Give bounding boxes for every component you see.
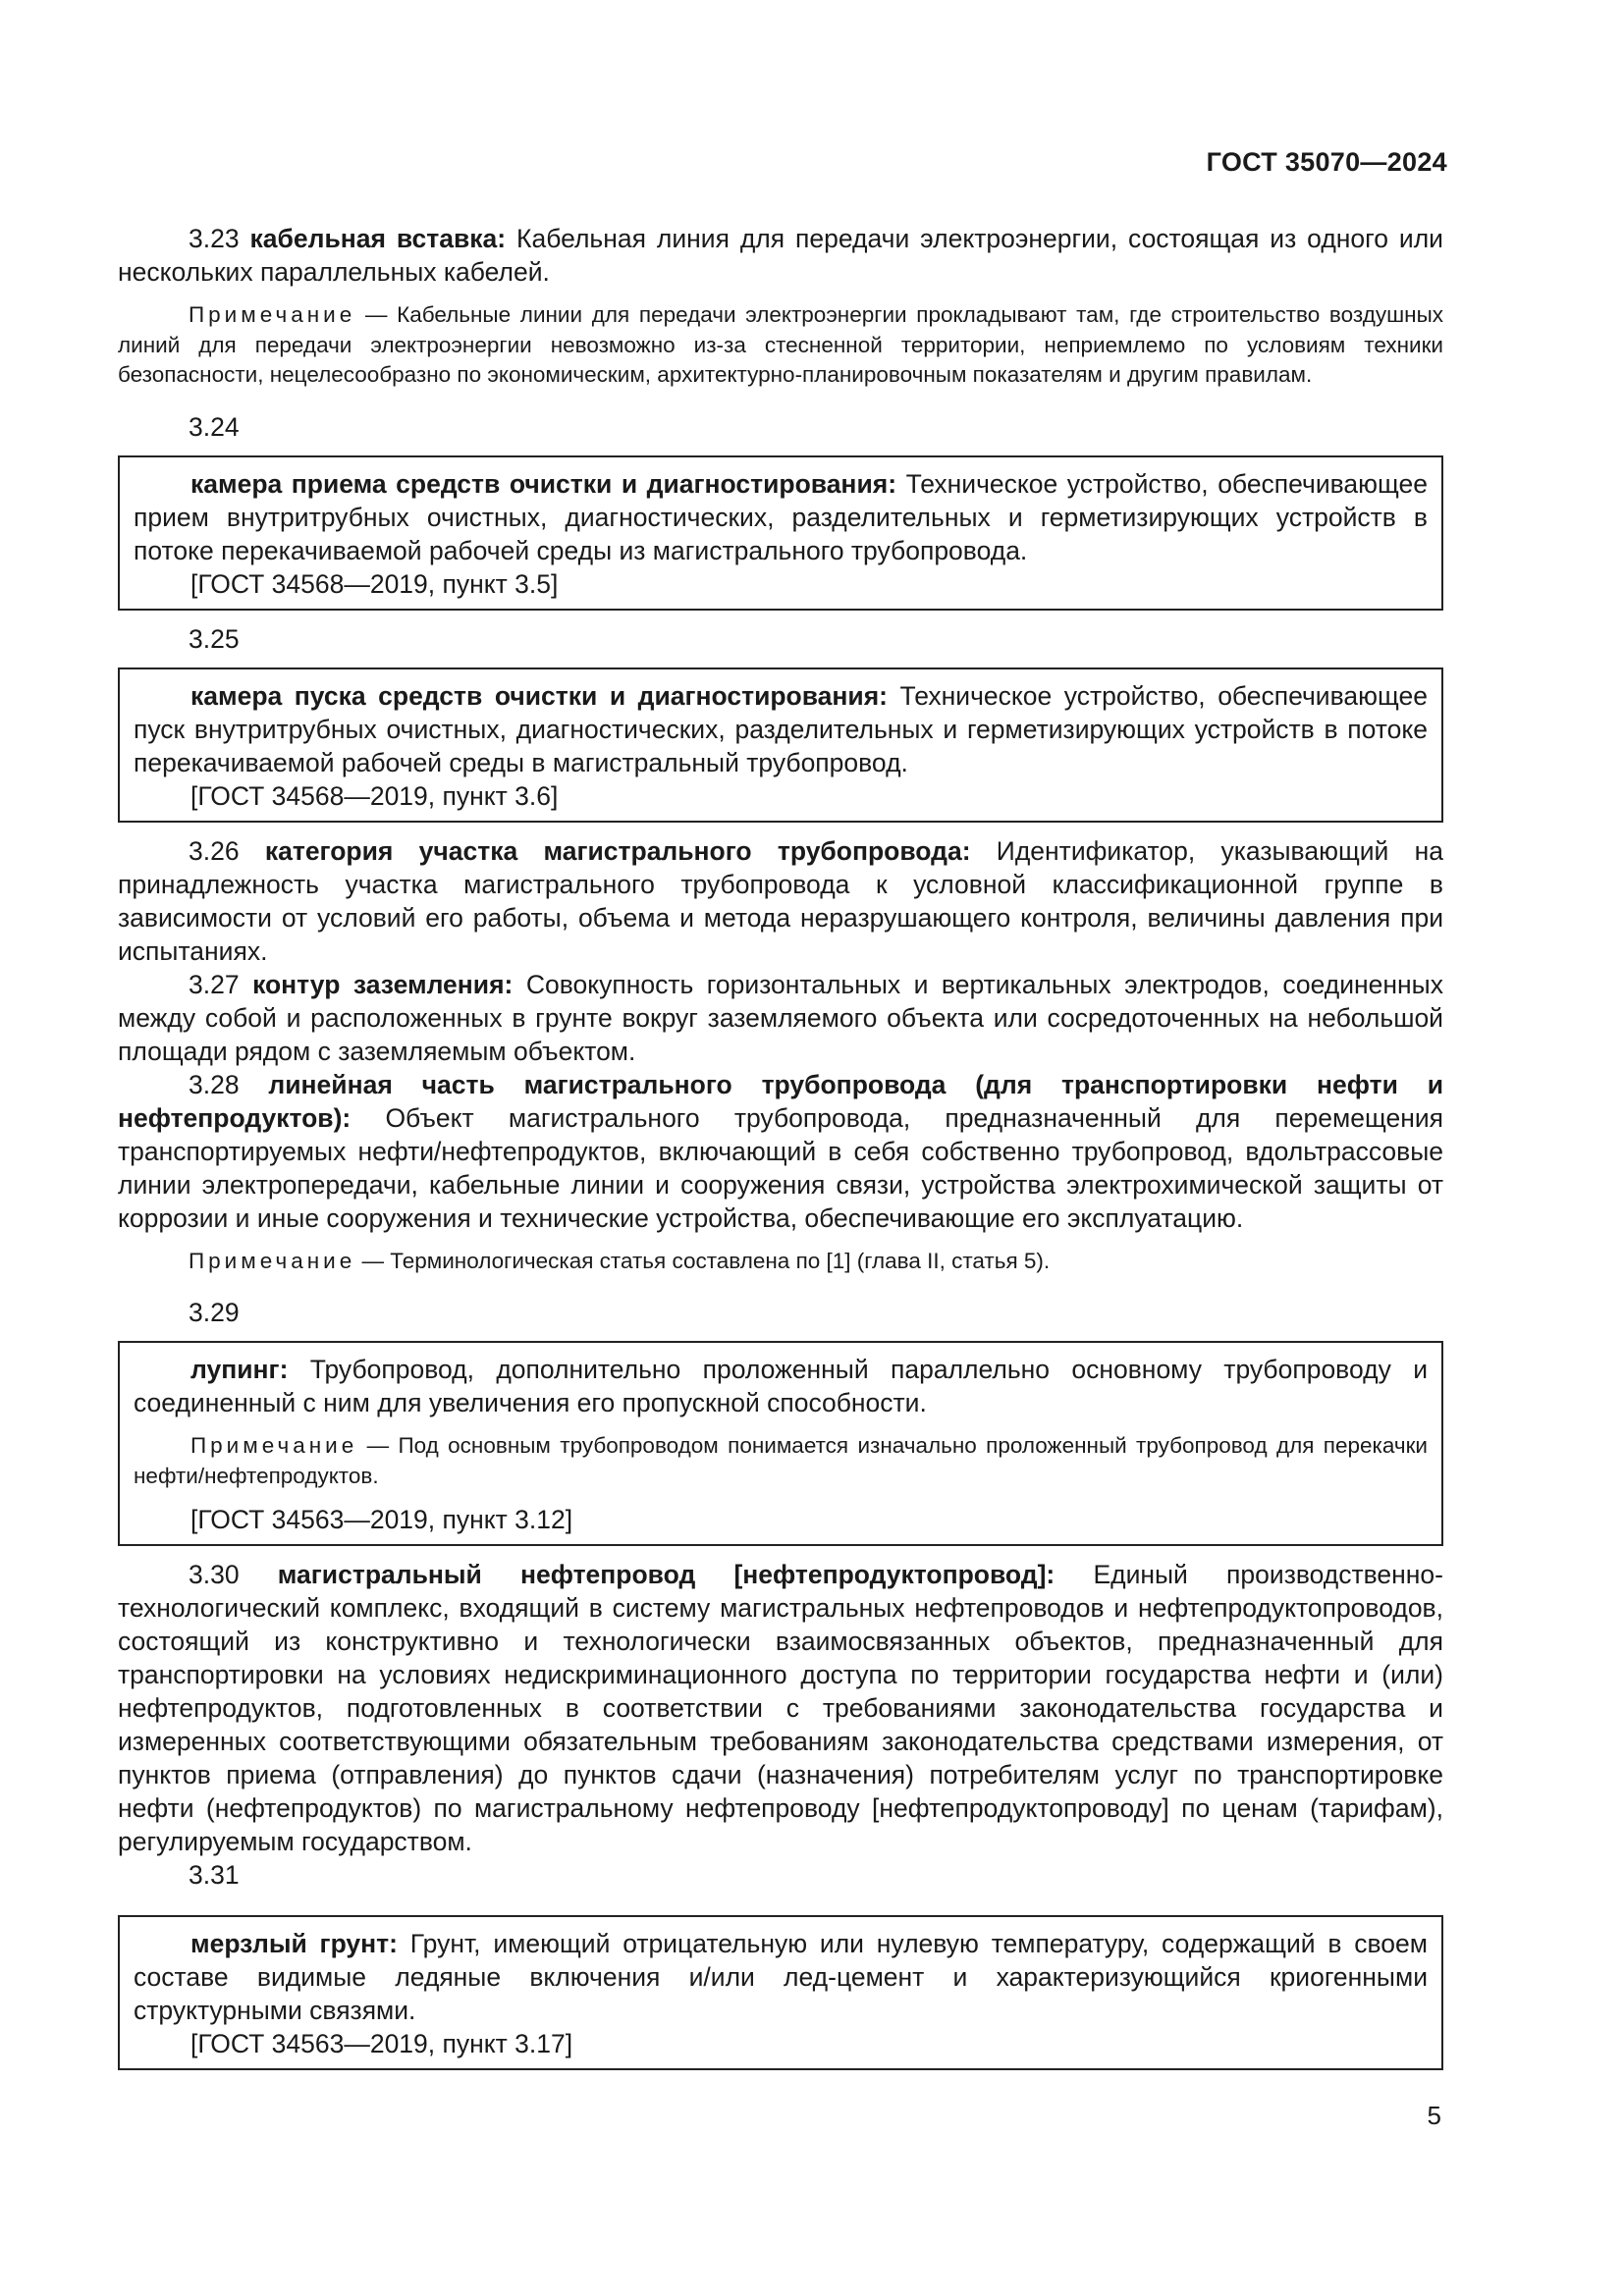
entry-number: 3.23 [189,224,240,253]
entry-number-3-31: 3.31 [189,1860,240,1890]
note-label: Примечание [189,302,356,327]
document-code: ГОСТ 35070—2024 [1206,147,1447,177]
note-label: Примечание [190,1433,358,1458]
terms-section [118,222,1443,2070]
term-name: линейная часть магистрального трубопровода (для транспортировки нефти и нефтепродуктов): [118,1069,1443,1133]
term-box-3-31 [118,1915,1443,2070]
term-definition: Грунт, имеющий отрицательную или нулевую температуру, содержащий в своем составе видимые ледяные включения и/или лед-цемент и характеризующийся криогенными структурными связями. [134,1929,1428,2025]
term-name: кабельная вставка: [249,224,507,253]
term-box-3-24 [118,455,1443,611]
term-box-3-29 [118,1341,1443,1546]
term-entry-3-28 [118,1068,1443,1235]
term-definition: Объект магистрального трубопровода, предназначенный для перемещения транспортируемых нефти/нефтепродуктов, включающий в себя собственно трубопровод, вдольтрассовые линии электропередачи, кабельные линии и сооружения связи, устройства электрохимической защиты от коррозии и иные сооружения и технические устройства, обеспечивающие его эксплуатацию. [118,1102,1443,1233]
term-name: контур заземления: [252,969,514,999]
term-entry-3-29 [134,1353,1428,1419]
term-entry-3-31 [134,1927,1428,2027]
entry-number-3-25: 3.25 [189,623,240,654]
term-definition: Кабельная линия для передачи электроэнергии, состоящая из одного или нескольких параллельных кабелей. [118,224,1443,287]
term-entry-3-23 [118,222,1443,289]
term-definition: Техническое устройство, обеспечивающее прием внутритрубных очистных, диагностических, разделительных и герметизирующих устройств в потоке перекачиваемой рабочей среды из магистрального трубопровода. [134,468,1428,565]
note-label: Примечание [189,1248,356,1273]
term-definition: Единый производственно-технологический комплекс, входящий в систему магистральных нефтепроводов и нефтепродуктопроводов, состоящий из конструктивно и технологически взаимосвязанных объектов, предназначенный для транспортировки на условиях недискриминационного доступа по территории государства нефти и (или) нефтепродуктов, подготовленных в соответствии с требованиями законодательства государства и измеренных соответствующими обязательным требованиям законодательства средствами измерения, от пунктов приема (отправления) до пунктов сдачи (назначения) потребителям услуг по транспортировке нефти (нефтепродуктов) по магистральному нефтепроводу [нефтепродуктопроводу] по ценам (тарифам), регулируемым государством. [118,1560,1443,1856]
term-source: [ГОСТ 34563—2019, пункт 3.17] [190,2029,573,2058]
entry-number-3-24: 3.24 [189,411,240,442]
page-number: 5 [1427,2101,1441,2130]
note-3-29 [134,1431,1428,1491]
term-name: камера пуска средств очистки и диагностирования: [190,680,889,711]
entry-number-3-29: 3.29 [189,1298,240,1327]
term-entry-3-25 [134,679,1428,779]
note-text: — Под основным трубопроводом понимается изначально проложенный трубопровод для перекачки нефти/нефтепродуктов. [134,1433,1428,1488]
term-box-3-25 [118,667,1443,823]
term-definition: Совокупность горизонтальных и вертикальных электродов, соединенных между собой и расположенных в грунте вокруг заземляемого объекта или сосредоточенных на небольшой площади рядом с заземляемым объектом. [118,969,1443,1066]
term-source: [ГОСТ 34568—2019, пункт 3.6] [190,780,559,811]
term-entry-3-27 [118,968,1443,1068]
term-source: [ГОСТ 34568—2019, пункт 3.5] [190,568,559,599]
term-name: категория участка магистрального трубопровода: [264,835,971,866]
term-definition: Техническое устройство, обеспечивающее пуск внутритрубных очистных, диагностических, разделительных и герметизирующих устройств в потоке перекачиваемой рабочей среды в магистральный трубопровод. [134,680,1428,777]
term-source: [ГОСТ 34563—2019, пункт 3.12] [190,1505,573,1534]
term-definition: Идентификатор, указывающий на принадлежность участка магистрального трубопровода к условной классификационной группе в зависимости от условий его работы, объема и метода неразрушающего контроля, величины давления при испытаниях. [118,835,1443,966]
entry-number: 3.27 [189,969,240,999]
term-entry-3-30 [118,1558,1443,1858]
note-text: — Терминологическая статья составлена по [1] (глава II, статья 5). [361,1248,1051,1273]
term-definition: Трубопровод, дополнительно проложенный параллельно основному трубопроводу и соединенный с ним для увеличения его пропускной способности. [134,1355,1428,1417]
note-text: — Кабельные линии для передачи электроэнергии прокладывают там, где строительство воздушных линий для передачи электроэнергии невозможно из-за стесненной территории, неприемлемо по условиям техники безопасности, нецелесообразно по экономическим, архитектурно-планировочным показателям и другим правилам. [118,302,1443,387]
note-3-28 [118,1247,1443,1277]
term-entry-3-26 [118,834,1443,968]
note-3-23 [118,300,1443,391]
entry-number: 3.30 [189,1560,240,1589]
term-name: магистральный нефтепровод [нефтепродуктопровод]: [277,1560,1056,1589]
term-name: лупинг: [190,1355,289,1384]
term-entry-3-24 [134,467,1428,567]
term-name: камера приема средств очистки и диагностирования: [190,468,897,499]
entry-number: 3.26 [189,835,240,866]
term-name: мерзлый грунт: [190,1929,398,1958]
entry-number: 3.28 [189,1069,240,1099]
